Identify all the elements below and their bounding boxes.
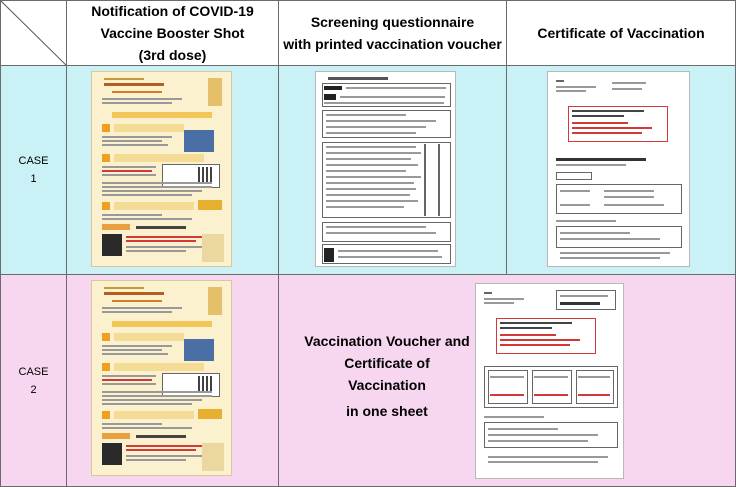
header-notification-line1: Notification of COVID-19 (91, 3, 254, 19)
corner-cell (0, 0, 67, 66)
case1-label-cell (0, 65, 67, 275)
case1-number: 1 (30, 173, 37, 185)
header-certificate-label: Certificate of Vaccination (537, 25, 705, 41)
case1-label: CASE (18, 155, 49, 167)
case2-number: 2 (30, 383, 37, 396)
header-notification-line2: Vaccine Booster Shot (100, 25, 245, 41)
case2-notification-thumbnail (91, 280, 232, 476)
header-screening-line1: Screening questionnaire (310, 14, 475, 30)
combined-note-line1: Vaccination Voucher and (304, 333, 470, 349)
combined-sheet-note (298, 330, 476, 422)
combined-note-line2: Certificate of (344, 355, 430, 371)
header-notification (66, 0, 279, 66)
combined-note-line4: in one sheet (346, 403, 428, 419)
combined-note-line3: Vaccination (348, 377, 426, 393)
case1-notification-thumbnail (91, 71, 232, 267)
case2-label-cell (0, 274, 67, 487)
case1-certificate-thumbnail (547, 71, 690, 267)
diagonal-divider-icon (1, 1, 67, 66)
header-screening (278, 0, 507, 66)
case2-combined-sheet-thumbnail (475, 283, 624, 479)
header-screening-line2: with printed vaccination voucher (283, 36, 502, 52)
case2-label: CASE (18, 365, 49, 378)
header-notification-line3: (3rd dose) (138, 47, 207, 63)
case1-screening-thumbnail (315, 71, 456, 267)
header-certificate (506, 0, 736, 66)
